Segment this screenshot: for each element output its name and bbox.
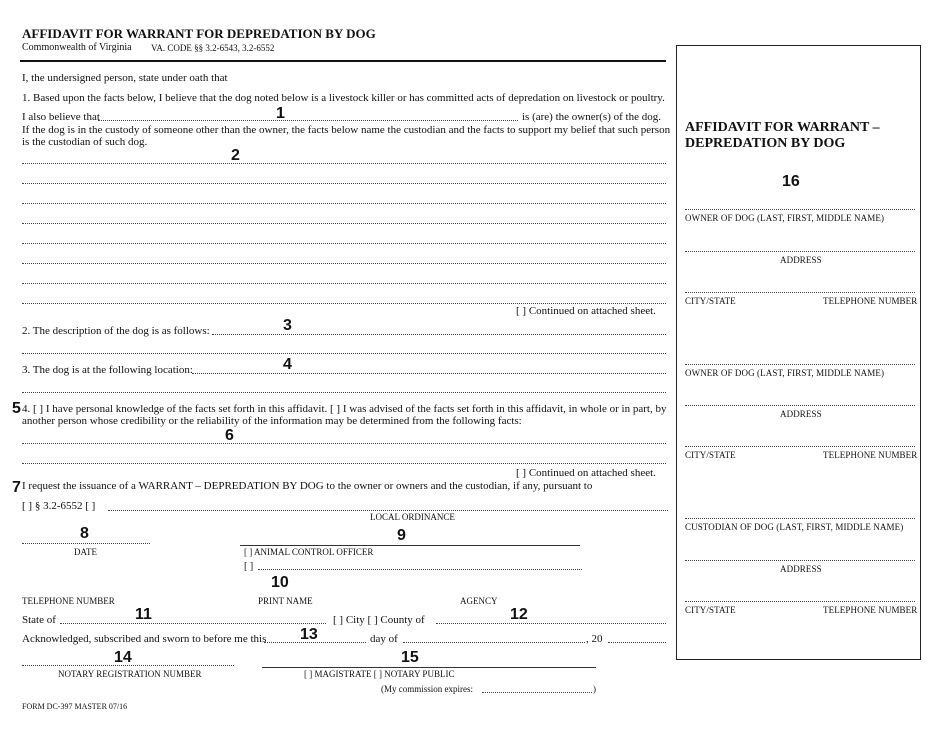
form-id: FORM DC-397 MASTER 07/16 [22,702,128,711]
field-marker-1: 1 [276,105,285,122]
custodian-text-2: is the custodian of such dog. [22,136,148,148]
facts-line-7[interactable] [22,283,666,284]
field-marker-9: 9 [397,527,406,544]
commission-label: (My commission expires: [381,684,473,694]
field-marker-13: 13 [300,626,318,643]
continued-checkbox-2[interactable]: [ ] Continued on attached sheet. [516,467,656,479]
commission-close: ) [593,684,596,694]
facts-line-4[interactable] [22,223,666,224]
other-title-field[interactable] [258,569,582,570]
owner1-name-label: OWNER OF DOG (LAST, FIRST, MIDDLE NAME) [685,213,885,223]
notary-signature-line[interactable] [262,667,596,668]
print-name-label: PRINT NAME [258,596,313,606]
request-text: I request the issuance of a WARRANT – DEPREDATION BY DOG to the owner or owners and the custodian, if any, pursuant to [22,480,593,492]
sidebar-title-2: DEPREDATION BY DOG [685,136,846,151]
custodian-name-label: CUSTODIAN OF DOG (LAST, FIRST, MIDDLE NAME) [685,522,904,532]
custodian-text-1: If the dog is in the custody of someone other than the owner, the facts below name the custodian and the facts to support my belief that such person [22,124,671,136]
owner1-city-field[interactable] [685,292,915,293]
source-facts-line-2[interactable] [22,463,666,464]
local-ordinance-label: LOCAL ORDINANCE [370,512,455,522]
field-marker-3: 3 [283,317,292,334]
owner2-address-label: ADDRESS [780,409,822,419]
custodian-tel-label: TELEPHONE NUMBER [823,605,918,615]
state-of-label: State of [22,614,56,626]
field-marker-2: 2 [231,147,240,164]
year-field[interactable] [608,642,666,643]
field-marker-10: 10 [271,574,289,591]
field-marker-5: 5 [12,400,21,417]
custodian-city-field[interactable] [685,601,915,602]
field-marker-14: 14 [114,649,132,666]
facts-line-3[interactable] [22,203,666,204]
paragraph-2: 2. The description of the dog is as follows: [22,325,210,337]
signature-line[interactable] [240,545,580,546]
facts-line-5[interactable] [22,243,666,244]
code-reference: VA. CODE §§ 3.2-6543, 3.2-6552 [151,43,275,53]
field-marker-15: 15 [401,649,419,666]
facts-line-8[interactable] [22,303,666,304]
owner2-name-field[interactable] [685,364,915,365]
commission-field[interactable] [482,692,592,693]
paragraph-1: 1. Based upon the facts below, I believe that the dog noted below is a livestock killer or has committed acts of depredation on livestock or poultry. [22,92,665,104]
field-marker-16: 16 [782,173,800,190]
form-title: AFFIDAVIT FOR WARRANT FOR DEPREDATION BY DOG [22,26,376,41]
owner-name-field[interactable] [98,120,518,121]
field-marker-11: 11 [135,606,152,623]
field-marker-4: 4 [283,356,292,373]
sidebar-title-1: AFFIDAVIT FOR WARRANT – [685,120,880,135]
owner1-address-label: ADDRESS [780,255,822,265]
header-rule [20,60,666,62]
county-field[interactable] [436,623,666,624]
custodian-city-label: CITY/STATE [685,605,736,615]
paragraph-4-line-2: another person whose credibility or the reliability of the information may be determined from the following facts: [22,415,522,427]
field-marker-6: 6 [225,427,234,444]
day-of-label: day of [370,633,398,645]
agency-label: AGENCY [460,596,498,606]
notary-reg-label: NOTARY REGISTRATION NUMBER [58,669,202,679]
intro-text: I, the undersigned person, state under oath that [22,72,228,84]
field-marker-8: 8 [80,525,89,542]
facts-line-6[interactable] [22,263,666,264]
paragraph-4-line-1: 4. [ ] I have personal knowledge of the facts set forth in this affidavit. [ ] I was advised of the facts set forth in this affidavit, in whole or in part, by [22,403,667,415]
owners-suffix: is (are) the owner(s) of the dog. [522,111,661,123]
custodian-address-label: ADDRESS [780,564,822,574]
owner1-city-label: CITY/STATE [685,296,736,306]
owner2-address-field[interactable] [685,405,915,406]
field-marker-7: 7 [12,479,21,496]
city-county-checkbox[interactable]: [ ] City [ ] County of [333,614,425,626]
other-checkbox[interactable]: [ ] [244,561,254,572]
telephone-label: TELEPHONE NUMBER [22,596,115,606]
paragraph-3: 3. The dog is at the following location: [22,364,193,376]
owner1-name-field[interactable] [685,209,915,210]
owner2-name-label: OWNER OF DOG (LAST, FIRST, MIDDLE NAME) [685,368,885,378]
source-facts-line-1[interactable] [22,443,666,444]
acknowledged-text: Acknowledged, subscribed and sworn to before me this [22,633,267,645]
jurisdiction: Commonwealth of Virginia [22,42,132,53]
dog-location-field[interactable] [192,373,666,374]
field-marker-12: 12 [510,606,528,623]
owner1-address-field[interactable] [685,251,915,252]
statute-choice[interactable]: [ ] § 3.2-6552 [ ] [22,500,96,512]
date-field[interactable] [22,543,150,544]
dog-description-line-2[interactable] [22,353,666,354]
continued-checkbox-1[interactable]: [ ] Continued on attached sheet. [516,305,656,317]
facts-line-2[interactable] [22,183,666,184]
owner2-city-label: CITY/STATE [685,450,736,460]
owner1-tel-label: TELEPHONE NUMBER [823,296,918,306]
also-believe-label: I also believe that [22,111,100,123]
month-field[interactable] [403,642,585,643]
custodian-address-field[interactable] [685,560,915,561]
animal-control-checkbox[interactable]: [ ] ANIMAL CONTROL OFFICER [244,547,374,557]
owner2-city-field[interactable] [685,446,915,447]
owner2-tel-label: TELEPHONE NUMBER [823,450,918,460]
facts-line-1[interactable] [22,163,666,164]
dog-location-line-2[interactable] [22,392,666,393]
state-field[interactable] [60,623,326,624]
custodian-name-field[interactable] [685,518,915,519]
ordinance-field[interactable] [108,510,668,511]
dog-description-field[interactable] [212,334,666,335]
magistrate-notary-checkbox[interactable]: [ ] MAGISTRATE [ ] NOTARY PUBLIC [304,669,455,679]
year-prefix: , 20 [586,633,603,645]
date-label: DATE [74,547,97,557]
